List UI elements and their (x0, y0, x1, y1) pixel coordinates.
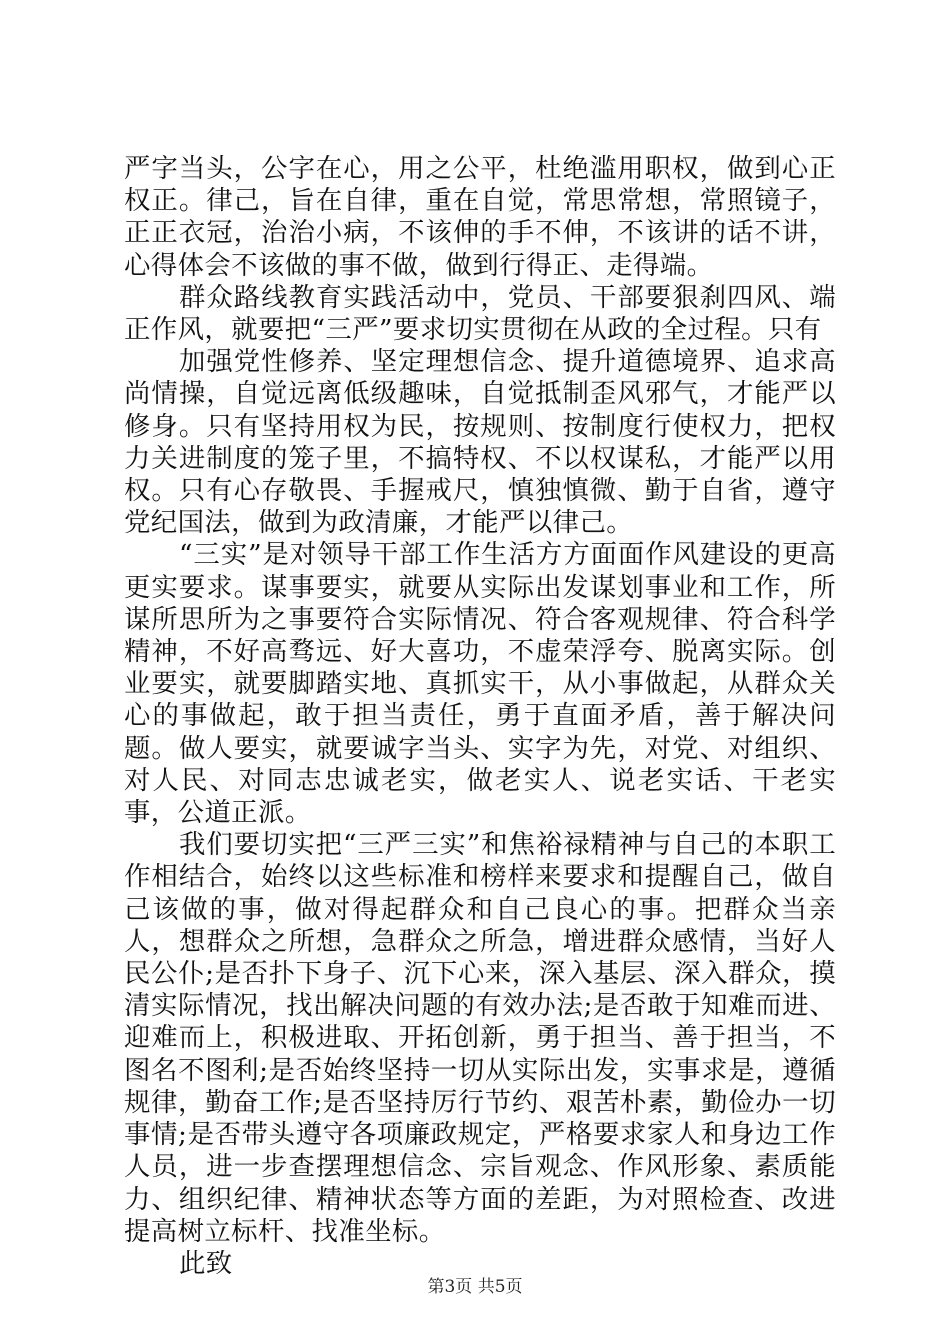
paragraph-3: 加强党性修养、坚定理想信念、提升道德境界、追求高尚情操，自觉远离低级趣味，自觉抵制歪风邪气，才能严以修身。只有坚持用权为民，按规则、按制度行使权力，把权力关进制度的笼子里，不搞特权、不以权谋私，才能严以用权。只有心存敬畏、手握戒尺，慎独慎微、勤于自省，遵守党纪国法，做到为政清廉，才能严以律己。 (124, 346, 836, 539)
document-body (124, 153, 836, 1280)
paragraph-1: 严字当头，公字在心，用之公平，杜绝滥用职权，做到心正权正。律己，旨在自律，重在自觉，常思常想，常照镜子，正正衣冠，治治小病，不该伸的手不伸，不该讲的话不讲，心得体会不该做的事不做，做到行得正、走得端。 (124, 153, 836, 281)
closing-salutation: 此致 (179, 1247, 233, 1279)
page-number-footer: 第3页 共5页 (427, 1277, 523, 1297)
paragraph-2: 群众路线教育实践活动中，党员、干部要狠刹四风、端正作风，就要把“三严”要求切实贯彻在从政的全过程。只有 (124, 281, 836, 346)
paragraph-4: “三实”是对领导干部工作生活方方面面作风建设的更高更实要求。谋事要实，就要从实际出发谋划事业和工作，所谋所思所为之事要符合实际情况、符合客观规律、符合科学精神，不好高骛远、好大喜功，不虚荣浮夸、脱离实际。创业要实，就要脚踏实地、真抓实干，从小事做起，从群众关心的事做起，敢于担当责任，勇于直面矛盾，善于解决问题。做人要实，就要诚字当头、实字为先，对党、对组织、对人民、对同志忠诚老实，做老实人、说老实话、干老实事，公道正派。 (124, 539, 836, 829)
paragraph-5: 我们要切实把“三严三实”和焦裕禄精神与自己的本职工作相结合，始终以这些标准和榜样来要求和提醒自己，做自己该做的事，做对得起群众和自己良心的事。把群众当亲人，想群众之所想，急群众之所急，增进群众感情，当好人民公仆;是否扑下身子、沉下心来，深入基层、深入群众，摸清实际情况，找出解决问题的有效办法;是否敢于知难而进、迎难而上，积极进取、开拓创新，勇于担当、善于担当，不图名不图利;是否始终坚持一切从实际出发，实事求是，遵循规律，勤奋工作;是否坚持厉行节约、艰苦朴素，勤俭办一切事情;是否带头遵守各项廉政规定，严格要求家人和身边工作人员，进一步查摆理想信念、宗旨观念、作风形象、素质能力、组织纪律、精神状态等方面的差距，为对照检查、改进提高树立标杆、找准坐标。 (124, 829, 836, 1247)
